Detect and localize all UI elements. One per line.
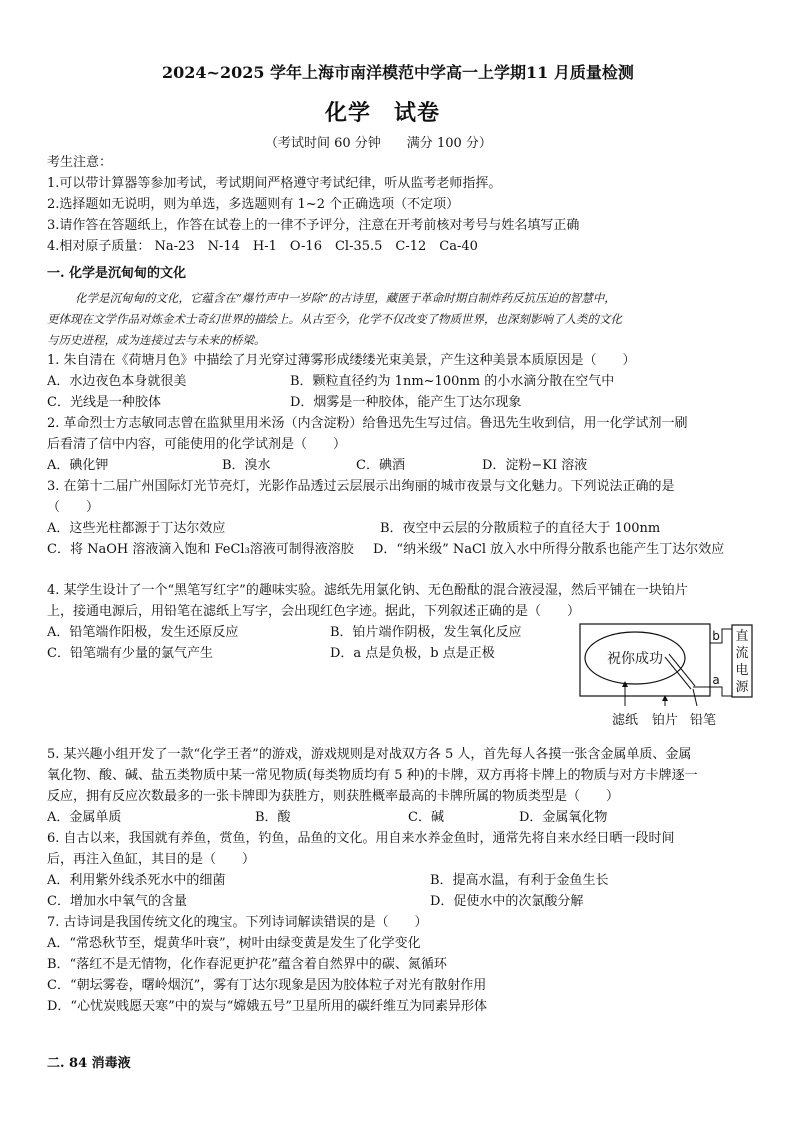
section-heading: 一. 化学是沉甸甸的文化 — [47, 266, 187, 281]
notice-item: 3.请作答在答题纸上，作答在试卷上的一律不予评分，注意在开考前核对考号与姓名填写正确 — [47, 218, 580, 233]
option-c: C．增加水中氧气的含量 — [47, 894, 187, 909]
option-c: C．光线是一种胶体 — [47, 395, 161, 410]
subject-title: 化学 试卷 — [325, 100, 441, 126]
label-platinum: 铂片 — [651, 713, 679, 728]
option-c: C．将 NaOH 溶液滴入饱和 FeCl₃溶液可制得液溶胶 — [47, 542, 354, 557]
option-b: B．夜空中云层的分散质粒子的直径大于 100nm — [380, 521, 661, 536]
option-b: B．颗粒直径约为 1nm~100nm 的小水滴分散在空气中 — [290, 374, 615, 389]
option-c: C．“朝坛雾卷，曙岭烟沉”，雾有丁达尔现象是因为胶体粒子对光有散射作用 — [47, 978, 487, 993]
exam-title: 2024~2025 学年上海市南洋模范中学高一上学期11 月质量检测 — [162, 63, 634, 82]
question-stem: 1. 朱自清在《荷塘月色》中描绘了月光穿过薄雾形成缕缕光束美景，产生这种美景本质原因是（ ） — [47, 353, 636, 368]
option-d: D．金属氧化物 — [519, 810, 608, 825]
option-d: D．a 点是负极，b 点是正极 — [330, 646, 495, 661]
question-stem: 7. 古诗词是我国传统文化的瑰宝。下列诗词解读错误的是（ ） — [47, 915, 428, 930]
notice-item: 4.相对原子质量： Na-23 N-14 H-1 O-16 Cl-35.5 C-12 Ca-40 — [47, 239, 478, 254]
essay-line: 化学是沉甸甸的文化，它蕴含在“爆竹声中一岁除”的古诗里，藏匿于革命时期自制炸药反抗压迫的智慧中， — [75, 291, 616, 305]
question-stem: 后，再注入鱼缸，其目的是（ ） — [47, 852, 256, 867]
option-d: D．“心忧炭贱愿天寒”中的炭与“嫦娥五号”卫星所用的碳纤维互为同素异形体 — [47, 999, 488, 1014]
wire-a — [693, 687, 732, 696]
section-heading: 二. 84 消毒液 — [47, 1056, 131, 1071]
option-a: A．铅笔端作阳极，发生还原反应 — [47, 625, 239, 640]
exam-info: （考试时间 60 分钟 满分 100 分） — [265, 136, 492, 151]
arrow-line — [693, 689, 697, 706]
option-d: D．烟雾是一种胶体，能产生丁达尔现象 — [290, 395, 522, 410]
option-d: D．促使水中的次氯酸分解 — [430, 894, 584, 909]
label-filter-paper: 滤纸 — [611, 713, 639, 728]
notice-item: 1.可以带计算器等参加考试，考试期间严格遵守考试纪律，听从监考老师指挥。 — [47, 176, 502, 191]
question-stem: 5. 某兴趣小组开发了一款“化学王者”的游戏，游戏规则是对战双方各 5 人，首先每人各摸一张含金属单质、金属 — [47, 747, 692, 762]
essay-line: 与历史进程，成为连接过去与未来的桥梁。 — [47, 333, 266, 347]
notice-heading: 考生注意： — [47, 155, 113, 170]
point-b: b — [712, 629, 720, 643]
option-c: C．铅笔端有少量的氯气产生 — [47, 646, 213, 661]
notice-item: 2.选择题如无说明，则为单选，多选题则有 1~2 个正确选项（不定项） — [47, 197, 460, 212]
label-pencil: 铅笔 — [689, 713, 717, 728]
power-char: 直 — [735, 629, 749, 644]
option-a: A．碘化钾 — [47, 458, 109, 473]
question-stem: 上，接通电源后，用铅笔在滤纸上写字，会出现红色字迹。据此，下列叙述正确的是（ ） — [47, 604, 581, 619]
option-a: A．水边夜色本身就很美 — [47, 374, 187, 389]
option-b: B．提高水温，有利于金鱼生长 — [430, 873, 609, 888]
option-d: D．淀粉−KI 溶液 — [482, 458, 588, 473]
power-char: 电 — [735, 663, 749, 678]
option-a: A．利用紫外线杀死水中的细菌 — [47, 873, 226, 888]
option-d: D．“纳米级” NaCl 放入水中所得分散系也能产生丁达尔效应 — [373, 542, 725, 557]
option-b: B．铂片端作阴极，发生氧化反应 — [330, 625, 522, 640]
power-char: 源 — [735, 680, 749, 695]
point-a: a — [712, 673, 720, 687]
question-stem: （ ） — [47, 500, 100, 515]
question-stem: 6. 自古以来，我国就有养鱼，赏鱼，钓鱼，品鱼的文化。用自来水养金鱼时，通常先将自来水经日晒一段时间 — [47, 831, 675, 846]
option-b: B．溴水 — [222, 458, 271, 473]
oval-text: 祝你成功 — [607, 651, 663, 667]
question-stem: 反应，拥有反应次数最多的一张卡牌即为获胜方，则获胜概率最高的卡牌所属的物质类型是（ ） — [47, 789, 620, 804]
question-stem: 4. 某学生设计了一个“黑笔写红字”的趣味实验。滤纸先用氯化钠、无色酚酞的混合液浸湿，然后平铺在一块铂片 — [47, 583, 688, 598]
option-c: C．碱 — [408, 810, 444, 825]
option-b: B．酸 — [255, 810, 291, 825]
option-b: B．“落红不是无情物，化作春泥更护花”蕴含着自然界中的碳、氮循环 — [47, 957, 447, 972]
question-stem: 氧化物、酸、碱、盐五类物质中某一常见物质(每类物质均有 5 种)的卡牌，双方再将卡牌上的物质与对方卡牌逐一 — [47, 768, 698, 783]
essay-line: 更体现在文学作品对炼金术士奇幻世界的描绘上。从古至今，化学不仅改变了物质世界，也深刻影响了人类的文化 — [47, 312, 622, 326]
option-a: A．“常恐秋节至，焜黄华叶衰”，树叶由绿变黄是发生了化学变化 — [47, 936, 421, 951]
electrolysis-figure — [577, 621, 755, 731]
question-stem: 后看清了信中内容，可能使用的化学试剂是（ ） — [47, 437, 347, 452]
option-a: A．金属单质 — [47, 810, 122, 825]
pencil-line — [669, 654, 695, 686]
question-stem: 2. 革命烈士方志敏同志曾在监狱里用米汤（内含淀粉）给鲁迅先生写过信。鲁迅先生收到信，用一化学试剂一刷 — [47, 416, 688, 431]
power-char: 流 — [735, 646, 749, 661]
pencil-line — [665, 657, 691, 689]
option-a: A．这些光柱都源于丁达尔效应 — [47, 521, 226, 536]
option-c: C．碘酒 — [356, 458, 405, 473]
question-stem: 3. 在第十二届广州国际灯光节亮灯，光影作品透过云层展示出绚丽的城市夜景与文化魅力。下列说法正确的是 — [47, 479, 675, 494]
